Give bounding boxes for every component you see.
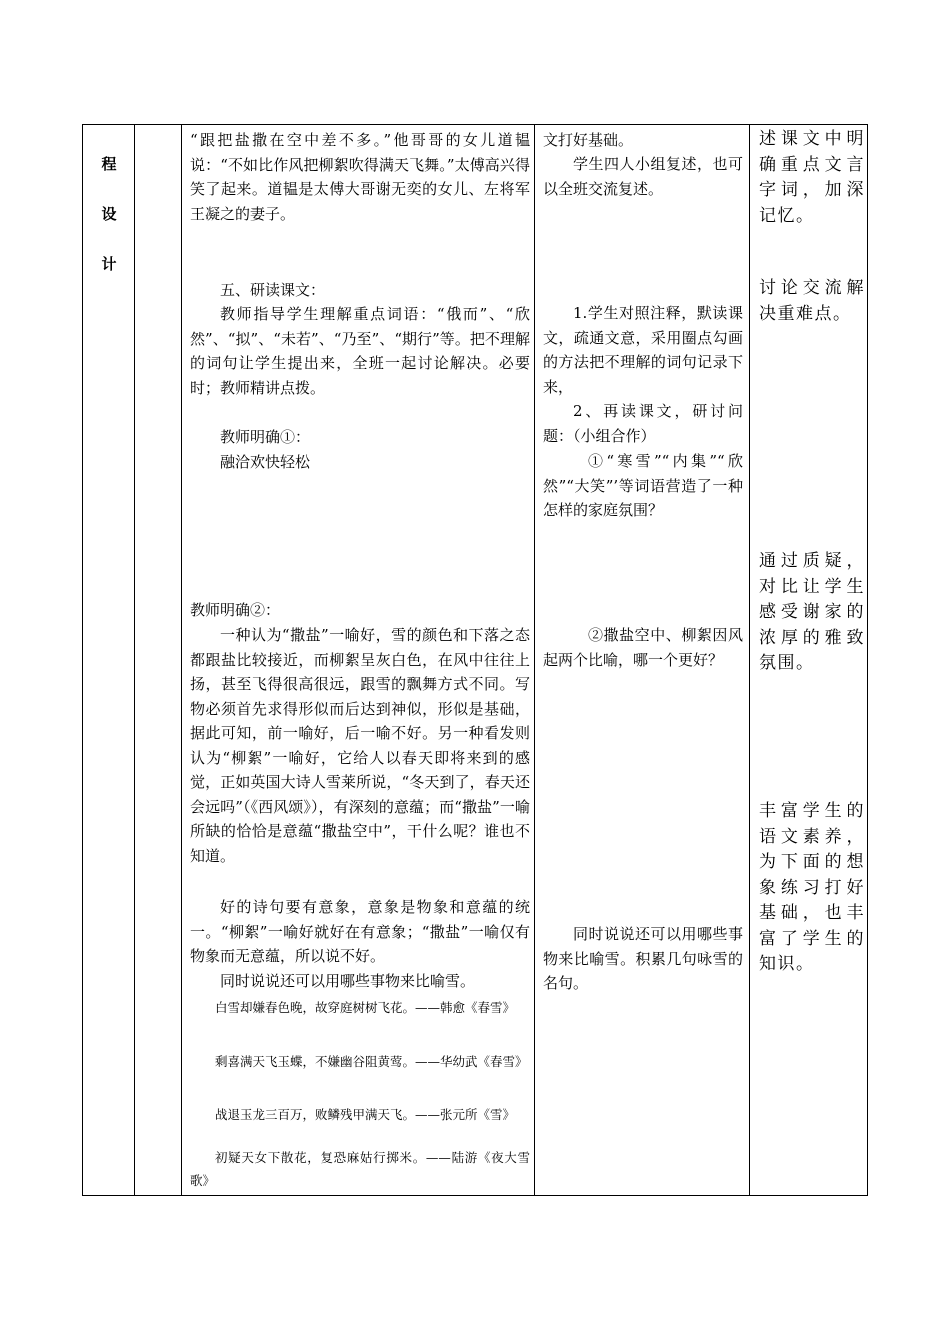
section-label-char: 程 <box>101 155 117 173</box>
teacher-paragraph-analysis: 一种认为“撒盐”一喻好，雪的颜色和下落之态都跟盐比较接近，而柳絮呈灰白色，在风中往往上扬，甚至飞得很高很远，跟雪的飘舞方式不同。写物必须首先求得形似而后达到神似，形似是基础，据此可知，前一喻好，后一喻不好。另一种看发则认为“柳絮”一喻好，它给人以春天即将来到的感觉，正如英国大诗人雪莱所说，“冬天到了，春天还会远吗”（《西风颂》），有深刻的意蕴；而“撒盐”一喻所缺的恰恰是意蕴“撒盐空中”，干什么呢？谁也不知道。 <box>190 626 530 865</box>
student-text: ②撒盐空中、柳絮因风起两个比喻，哪一个更好？ <box>543 626 743 669</box>
teacher-paragraph-compare: 同时说说还可以用哪些事物来比喻雪。 <box>220 972 476 990</box>
intent-text: 讨论交流解决重难点。 <box>759 278 865 324</box>
student-text: 1.学生对照注释，默读课文，疏通文意，采用圈点勾画的方法把不理解的词句记录下来， <box>543 304 743 396</box>
student-text: ①“寒雪”“内集”“欣然”“大笑”’等词语营造了一种怎样的家庭氛围？ <box>543 452 743 519</box>
poem-quote: 战退玉龙三百万，败鳞残甲满天飞。——张元所《雪》 <box>215 1107 516 1122</box>
teacher-activity-cell <box>190 125 530 1195</box>
section-label-char: 设 <box>101 205 117 223</box>
intent-text: 丰富学生的语文素养，为下面的想象练习打好基础，也丰富了学生的知识。 <box>759 801 865 974</box>
intent-text: 通过质疑，对比让学生感受谢家的浓厚的雅致氛围。 <box>759 551 865 673</box>
student-activity-cell <box>543 125 743 1195</box>
poem-quote: 白雪却嫌春色晚，故穿庭树树飞花。——韩愈《春雪》 <box>215 1000 516 1015</box>
teacher-clarify-1-text: 融洽欢快轻松 <box>220 453 311 471</box>
student-text: 学生四人小组复述，也可以全班交流复述。 <box>543 155 743 198</box>
poem-quote: 剩喜满天飞玉蝶，不嫌幽谷阻黄莺。——华幼武《春雪》 <box>215 1054 528 1069</box>
section-label-char: 计 <box>101 255 117 273</box>
column-divider <box>749 125 750 1195</box>
teacher-heading-study: 五、研读课文： <box>220 281 326 299</box>
teacher-paragraph-story: “跟把盐撒在空中差不多。”他哥哥的女儿道韫说：“不如比作风把柳絮吹得满天飞舞。”太傅高兴得笑了起来。道韫是太傅大哥谢无奕的女儿、左将军王凝之的妻子。 <box>190 131 530 223</box>
teacher-clarify-2-label: 教师明确②： <box>190 601 281 619</box>
column-divider <box>534 125 535 1195</box>
teacher-paragraph-poetry: 好的诗句要有意象，意象是物象和意蕴的统一。“柳絮”一喻好就好在有意象；“撒盐”一喻仅有物象而无意蕴，所以说不好。 <box>190 898 530 965</box>
student-text: 2、再读课文，研讨问题：（小组合作） <box>543 402 743 445</box>
intent-text: 述课文中明确重点文言字词，加深记忆。 <box>759 129 865 226</box>
section-label-cell <box>83 125 135 1195</box>
student-text: 同时说说还可以用哪些事物来比喻雪。积累几句咏雪的名句。 <box>543 925 743 992</box>
student-text: 文打好基础。 <box>543 131 634 149</box>
teacher-paragraph-guide: 教师指导学生理解重点词语：“俄而”、“欣然”、“拟”、“未若”、“乃至”、“期行”等。把不理解的词句让学生提出来，全班一起讨论解决。必要时；教师精讲点拨。 <box>190 305 530 397</box>
design-intent-cell <box>759 125 865 1195</box>
teacher-clarify-1-label: 教师明确①： <box>220 428 311 446</box>
lesson-plan-table <box>82 124 868 1196</box>
poem-quote: 初疑天女下散花，复恐麻姑行掷米。——陆游《夜大雪歌》 <box>190 1150 530 1188</box>
column-divider <box>181 125 182 1195</box>
